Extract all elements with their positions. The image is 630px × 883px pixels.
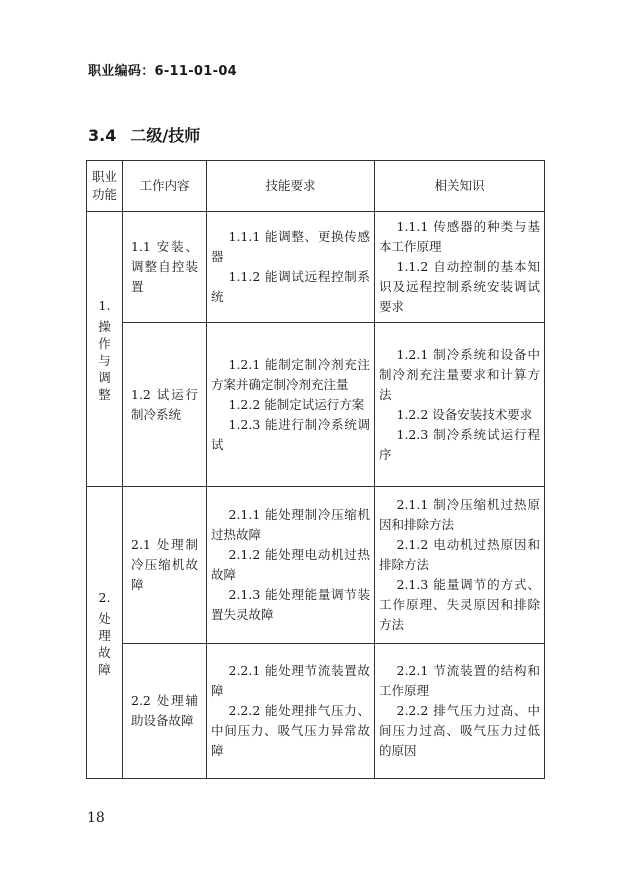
skill-item: 1.1.1 能调整、更换传感器: [211, 229, 370, 264]
knowledge-item: 2.1.1 制冷压缩机过热原因和排除方法: [379, 497, 540, 532]
knowledge-item: 2.1.2 电动机过热原因和排除方法: [379, 537, 540, 572]
skill-item: 2.1.3 能处理能量调节装置失灵故障: [211, 587, 370, 622]
function-number: 1.: [98, 297, 111, 313]
section-heading: [88, 123, 200, 146]
skill-item: 2.1.2 能处理电动机过热故障: [211, 547, 370, 582]
section-title: 二级/技师: [130, 126, 201, 145]
occupation-code: 职业编码：6-11-01-04: [88, 64, 238, 79]
knowledge-cell: [375, 487, 545, 644]
knowledge-cell: [375, 323, 545, 487]
header-related-knowledge: 相关知识: [375, 161, 545, 212]
function-title: 处理故障: [98, 610, 111, 677]
work-content-cell: 1.1 安装、调整自控装置: [123, 212, 207, 323]
table-row: [87, 487, 545, 644]
work-content-cell: 1.2 试运行制冷系统: [123, 323, 207, 487]
function-cell: [87, 212, 123, 487]
skill-item: 1.2.3 能进行制冷系统调试: [211, 416, 370, 452]
knowledge-item: 2.2.2 排气压力过高、中间压力过高、吸气压力过低的原因: [379, 703, 540, 758]
function-title: 操作与调整: [98, 318, 111, 402]
function-number: 2.: [98, 589, 111, 605]
skills-cell: [207, 487, 375, 644]
work-content-cell: 2.1 处理制冷压缩机故障: [123, 487, 207, 644]
header-function: 职业功能: [87, 161, 123, 212]
table-row: [87, 644, 545, 779]
knowledge-item: 1.1.1 传感器的种类与基本工作原理: [379, 219, 540, 254]
table-header-row: [87, 161, 545, 212]
skills-cell: [207, 323, 375, 487]
skill-item: 1.2.1 能制定制冷剂充注方案并确定制冷剂充注量: [211, 356, 370, 392]
knowledge-item: 1.1.2 自动控制的基本知识及远程控制系统安装调试要求: [379, 259, 540, 314]
knowledge-item: 1.2.3 制冷系统试运行程序: [379, 426, 540, 462]
knowledge-cell: [375, 212, 545, 323]
skill-item: 2.1.1 能处理制冷压缩机过热故障: [211, 507, 370, 542]
skills-table: [86, 160, 545, 779]
knowledge-cell: [375, 644, 545, 779]
function-cell: [87, 487, 123, 779]
page-number: 18: [87, 810, 105, 826]
skill-item: 1.2.2 能制定试运行方案: [228, 396, 365, 412]
knowledge-item: 2.1.3 能量调节的方式、工作原理、失灵原因和排除方法: [379, 577, 540, 632]
skills-cell: [207, 644, 375, 779]
table-row: [87, 212, 545, 323]
knowledge-item: 2.2.1 节流装置的结构和工作原理: [379, 663, 540, 698]
skill-item: 1.1.2 能调试远程控制系统: [211, 269, 370, 304]
header-skill-requirements: 技能要求: [207, 161, 375, 212]
section-number: 3.4: [88, 126, 117, 145]
skills-cell: [207, 212, 375, 323]
work-content-cell: 2.2 处理辅助设备故障: [123, 644, 207, 779]
skill-item: 2.2.1 能处理节流装置故障: [211, 663, 370, 698]
knowledge-item: 1.2.1 制冷系统和设备中制冷剂充注量要求和计算方法: [379, 346, 540, 402]
header-work-content: 工作内容: [123, 161, 207, 212]
knowledge-item: 1.2.2 设备安装技术要求: [396, 406, 533, 422]
skill-item: 2.2.2 能处理排气压力、中间压力、吸气压力异常故障: [211, 703, 370, 758]
table-row: [87, 323, 545, 487]
